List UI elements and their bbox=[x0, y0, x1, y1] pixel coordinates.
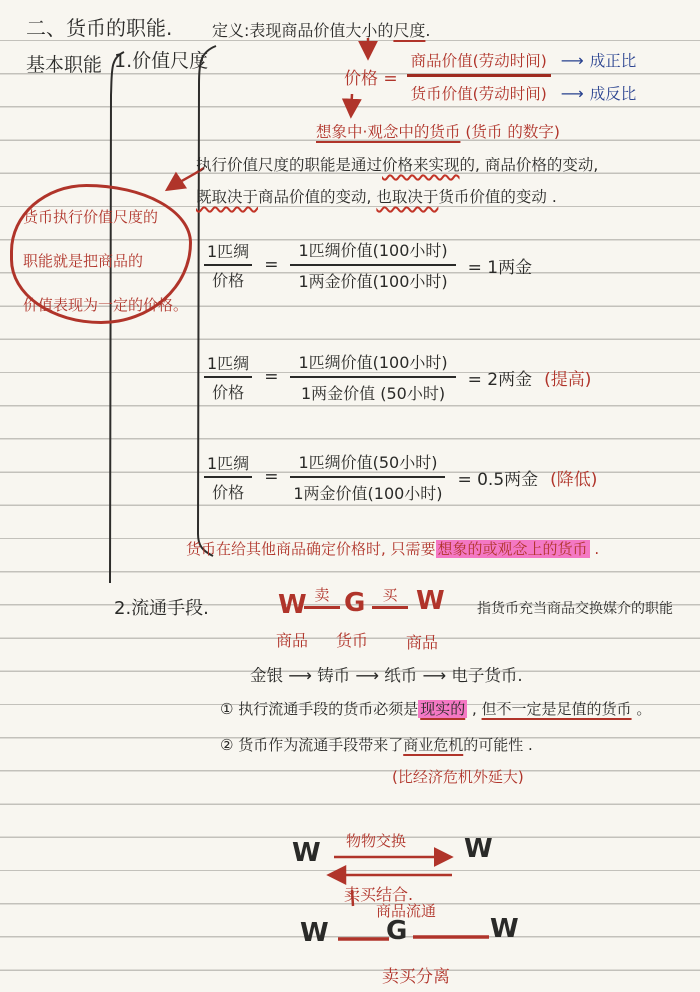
right-arrow-icon: ⟶ bbox=[560, 51, 584, 70]
circled-note bbox=[10, 184, 192, 324]
right-arrow-icon: ⟶ bbox=[560, 84, 584, 103]
measure-paragraph-line1: 执行价值尺度的职能是通过价格来实现的, 商品价格的变动, bbox=[196, 156, 599, 174]
outline-branch-label: 基本职能 bbox=[26, 54, 103, 76]
equals-sign: = bbox=[264, 367, 279, 387]
circulation-point-2: ② 货币作为流通手段带来了商业危机的可能性 . bbox=[220, 736, 533, 754]
formula-lhs: 价格 = bbox=[344, 69, 398, 89]
equation-lhs-top: 1匹绸 bbox=[204, 239, 252, 266]
equals-sign: = bbox=[264, 255, 279, 275]
equals-sign: = bbox=[264, 467, 279, 487]
commodity-g: G bbox=[386, 916, 408, 946]
inverse-ratio-note: 成反比 bbox=[589, 85, 637, 103]
circled-note-line3: 价值表现为一定的价格。 bbox=[23, 296, 189, 314]
commodity-w2: W bbox=[490, 914, 519, 944]
barter-label-bottom: 卖买结合. bbox=[344, 885, 414, 904]
definition-text: 定义:表现商品价值大小的尺度. bbox=[212, 21, 431, 40]
equation-silk-3 bbox=[204, 450, 597, 504]
circled-note-line1: 货币执行价值尺度的 bbox=[23, 208, 159, 226]
price-formula bbox=[344, 46, 636, 107]
highlighted-phrase: 想象的或观念上的货币 bbox=[437, 540, 588, 558]
flow-buy-arrow: 买 bbox=[372, 584, 408, 609]
circulation-point-1: ① 执行流通手段的货币必须是 现实的 , 但不一定是足值的货币 。 bbox=[220, 700, 652, 718]
equation-result: = 1两金 bbox=[467, 257, 533, 278]
equation-note: (提高) bbox=[544, 369, 592, 390]
equation-lhs-top: 1匹绸 bbox=[204, 351, 252, 378]
equation-denominator: 1两金价值(100小时) bbox=[298, 272, 448, 291]
equation-denominator: 1两金价值 (50小时) bbox=[300, 384, 446, 403]
barter-w2: W bbox=[464, 834, 493, 864]
measure-paragraph-line2: 既取决于商品价值的变动, 也取决于货币价值的变动 . bbox=[196, 188, 557, 206]
equation-lhs-bottom: 价格 bbox=[212, 271, 245, 290]
barter-w1: W bbox=[292, 838, 321, 868]
flow-commodity-w1: W bbox=[278, 590, 307, 620]
outline-item-circulation: 2.流通手段. bbox=[114, 598, 209, 619]
equation-numerator: 1匹绸价值(50小时) bbox=[290, 450, 445, 478]
page-title: 二、货币的职能. bbox=[26, 16, 173, 40]
direct-ratio-note: 成正比 bbox=[589, 52, 637, 70]
money-evolution-line: 金银 ⟶ 铸币 ⟶ 纸币 ⟶ 电子货币. bbox=[250, 666, 523, 685]
equation-numerator: 1匹绸价值(100小时) bbox=[290, 350, 455, 378]
equation-result: = 0.5两金 bbox=[457, 469, 539, 490]
commodity-label-bottom: 卖买分离 bbox=[382, 967, 450, 987]
equation-silk-1 bbox=[204, 238, 544, 292]
equation-numerator: 1匹绸价值(100小时) bbox=[290, 238, 455, 266]
equation-silk-2 bbox=[204, 350, 591, 404]
measure-conclusion: 货币在给其他商品确定价格时, 只需要 想象的或观念上的货币 . bbox=[186, 540, 600, 558]
flow-under-label-2: 货币 bbox=[336, 631, 369, 650]
flow-under-label-1: 商品 bbox=[276, 631, 309, 650]
equation-result: = 2两金 bbox=[467, 369, 533, 390]
equation-denominator: 1两金价值(100小时) bbox=[293, 484, 443, 503]
flow-sell-arrow: 卖 bbox=[304, 584, 340, 609]
commodity-w1: W bbox=[300, 918, 329, 948]
formula-numerator: 商品价值(劳动时间) bbox=[407, 49, 551, 77]
flow-under-label-3: 商品 bbox=[406, 633, 439, 652]
formula-fraction bbox=[407, 46, 637, 107]
equation-lhs-top: 1匹绸 bbox=[204, 451, 252, 478]
highlighted-real-money: 现实的 bbox=[420, 700, 466, 718]
crisis-extension-note: (比经济危机外延大) bbox=[392, 768, 524, 786]
circled-note-line2: 职能就是把商品的 bbox=[23, 252, 144, 270]
equation-lhs-bottom: 价格 bbox=[212, 483, 245, 502]
commodity-circulation-title: 商品流通 bbox=[376, 902, 437, 920]
flow-money-g: G bbox=[344, 588, 366, 618]
flow-commodity-w2: W bbox=[416, 586, 445, 616]
imagined-money-note: 想象中·观念中的货币 (货币 的数字) bbox=[316, 123, 560, 141]
equation-note: (降低) bbox=[550, 469, 598, 490]
formula-denominator: 货币价值(劳动时间) bbox=[410, 85, 547, 103]
barter-label-top: 物物交换 bbox=[346, 832, 407, 850]
flow-description: 指货币充当商品交换媒介的职能 bbox=[477, 601, 673, 617]
outline-item-measure-of-value: 1.价值尺度 bbox=[114, 50, 209, 72]
equation-lhs-bottom: 价格 bbox=[212, 383, 245, 402]
